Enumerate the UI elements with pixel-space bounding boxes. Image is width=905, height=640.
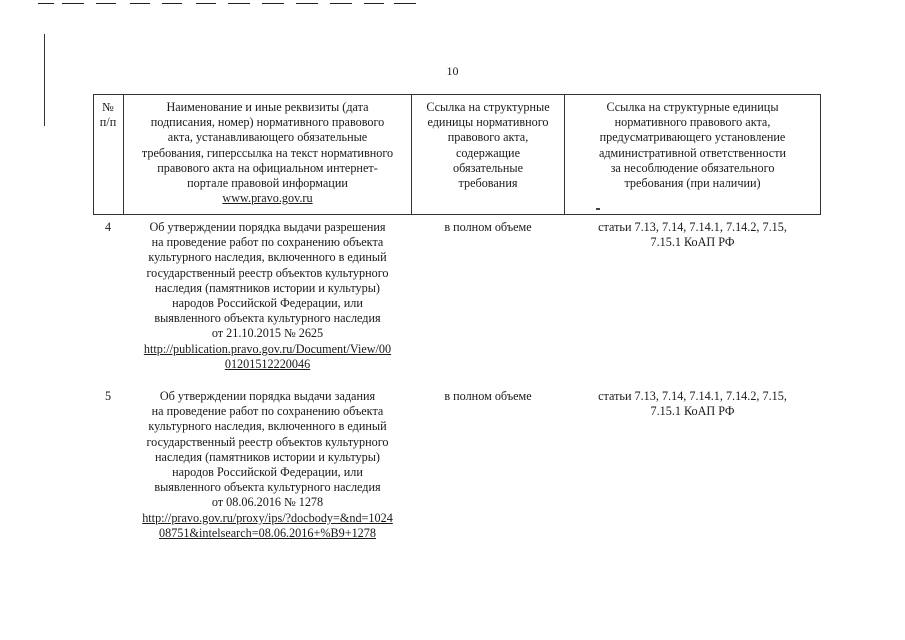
title-line: Об утверждении порядка выдачи задания: [159, 389, 376, 403]
header-text: требования (при наличии): [624, 176, 761, 191]
header-right-border: [820, 94, 821, 215]
header-link[interactable]: www.pravo.gov.ru: [222, 191, 313, 206]
articles-line: 7.15.1 КоАП РФ: [650, 235, 735, 250]
title-line: наследия (памятников истории и культуры): [155, 280, 380, 295]
title-line: наследия (памятников истории и культуры): [155, 449, 380, 464]
header-bottom-border: [93, 214, 821, 215]
header-text: №: [102, 100, 114, 114]
header-text: требования: [458, 176, 518, 191]
title-line: на проведение работ по сохранению объекта: [151, 235, 384, 250]
title-line: народов Российской Федерации, или: [172, 296, 363, 311]
header-text: нормативного правового акта,: [614, 115, 771, 130]
articles-line: статьи 7.13, 7.14, 7.14.1, 7.14.2, 7.15,: [598, 389, 787, 403]
title-line: культурного наследия, включенного в единый: [148, 250, 387, 265]
scan-artifact-dashes: [0, 0, 420, 8]
header-text: правового акта на официальном интернет-: [157, 160, 378, 175]
row-scope: в полном объеме: [444, 220, 532, 234]
header-text: административной ответственности: [598, 145, 787, 160]
header-top-border: [93, 94, 821, 95]
scan-speck: [596, 208, 600, 210]
header-text: Ссылка на структурные: [426, 100, 550, 114]
title-line: государственный реестр объектов культурного: [146, 434, 389, 449]
title-line: Об утверждении порядка выдачи разрешения: [149, 220, 386, 234]
header-number: [93, 100, 123, 130]
header-text: требования, гиперссылка на текст нормативного: [141, 145, 394, 160]
row-act-title: [124, 220, 411, 372]
title-line: выявленного объекта культурного наследия: [154, 480, 381, 495]
title-line: народов Российской Федерации, или: [172, 465, 363, 480]
act-link[interactable]: 08751&intelsearch=08.06.2016+%B9+1278: [159, 525, 376, 540]
articles-line: 7.15.1 КоАП РФ: [650, 404, 735, 419]
header-text: обязательные: [452, 160, 523, 175]
header-text: портале правовой информации: [187, 176, 348, 191]
row-articles: [565, 220, 820, 250]
act-link[interactable]: http://pravo.gov.ru/proxy/ips/?docbody=&nd=1024: [142, 510, 393, 525]
header-text: за несоблюдение обязательного: [610, 160, 775, 175]
header-text: предусматривающего установление: [599, 130, 786, 145]
header-text: подписания, номер) нормативного правового: [150, 115, 385, 130]
title-line: государственный реестр объектов культурного: [146, 265, 389, 280]
header-text: содержащие: [455, 145, 520, 160]
articles-line: статьи 7.13, 7.14, 7.14.1, 7.14.2, 7.15,: [598, 220, 787, 234]
header-text: правового акта,: [447, 130, 529, 145]
page-number: 10: [446, 64, 459, 78]
margin-mark: [44, 34, 45, 126]
title-line: от 21.10.2015 № 2625: [211, 326, 324, 341]
row-act-title: [124, 389, 411, 541]
title-line: от 08.06.2016 № 1278: [211, 495, 324, 510]
act-link[interactable]: http://publication.pravo.gov.ru/Document/View/00: [143, 341, 392, 356]
header-text: акта, устанавливающего обязательные: [167, 130, 368, 145]
act-link[interactable]: 01201512220046: [224, 356, 311, 371]
header-liability-units: [565, 100, 820, 191]
header-text: Наименование и иные реквизиты (дата: [166, 100, 369, 114]
row-scope: в полном объеме: [444, 389, 532, 403]
row-number: 4: [104, 220, 112, 234]
header-text: п/п: [99, 115, 117, 130]
header-act-name: [124, 100, 411, 206]
title-line: на проведение работ по сохранению объекта: [151, 404, 384, 419]
header-text: единицы нормативного: [427, 115, 549, 130]
header-structural-units: [412, 100, 564, 191]
row-number: 5: [104, 389, 112, 403]
title-line: выявленного объекта культурного наследия: [154, 311, 381, 326]
title-line: культурного наследия, включенного в единый: [148, 419, 387, 434]
header-text: Ссылка на структурные единицы: [606, 100, 779, 114]
row-articles: [565, 389, 820, 419]
